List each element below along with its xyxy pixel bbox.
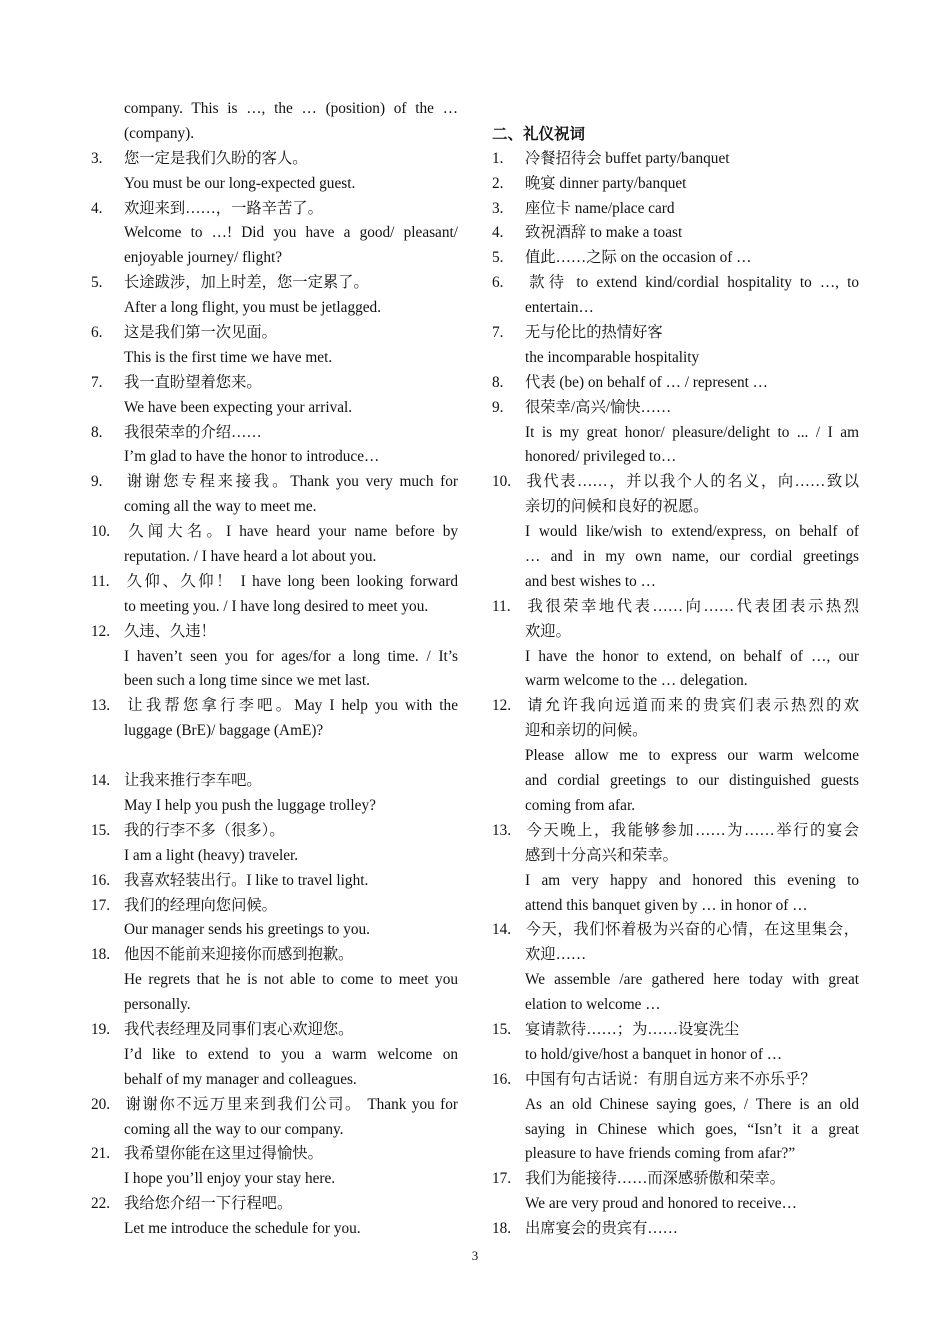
entry-line: … and in my own name, our cordial greetings	[525, 548, 859, 566]
item-text: 我很荣幸的介绍……	[124, 423, 262, 441]
item-text: 出席宴会的贵宾有……	[525, 1220, 678, 1238]
item-number: 5.	[91, 274, 103, 292]
entry-line	[91, 694, 458, 719]
item-text: 谢谢您专程来接我。Thank you very much for	[124, 473, 458, 491]
item-text: 我给您介绍一下行程吧。	[124, 1195, 293, 1213]
entry-line	[492, 1167, 859, 1192]
item-number: 13.	[492, 821, 512, 839]
entry-line	[91, 1142, 458, 1167]
list-item	[91, 819, 458, 869]
entry-line	[91, 321, 458, 346]
item-number: 2.	[492, 174, 504, 192]
entry-line: It is my great honor/ pleasure/delight to ... / I am	[525, 423, 859, 441]
entry-line: saying in Chinese which goes, “Isn’t it a great	[525, 1120, 859, 1138]
item-text: 我代表经理及同事们衷心欢迎您。	[124, 1020, 354, 1038]
list-item	[492, 172, 859, 197]
entry-line: This is the first time we have met.	[124, 348, 333, 366]
item-text: 中国有句古话说：有朋自远方来不亦乐乎？	[525, 1070, 816, 1088]
item-number: 13.	[91, 697, 111, 715]
entry-line: I am very happy and honored this evening to	[525, 871, 859, 889]
entry-line	[91, 769, 458, 794]
item-text: 宴请款待……；为……设宴洗尘	[525, 1020, 740, 1038]
item-text: 冷餐招待会 buffet party/banquet	[525, 149, 730, 167]
list-item	[492, 147, 859, 172]
entry-line	[492, 371, 859, 396]
entry-line	[492, 172, 859, 197]
list-item	[91, 1192, 458, 1242]
entry-line: We assemble /are gathered here today with great	[525, 971, 859, 989]
item-text: 谢谢你不远万里来到我们公司。 Thank you for	[124, 1095, 458, 1113]
list-item	[91, 1142, 458, 1192]
entry-line: I have the honor to extend, on behalf of …, our	[525, 647, 859, 665]
item-text: 晚宴 dinner party/banquet	[525, 174, 687, 192]
item-text: 久违、久违！	[124, 622, 216, 640]
item-number: 4.	[492, 224, 504, 242]
item-number: 8.	[91, 423, 103, 441]
entry-line: We are very proud and honored to receive…	[525, 1195, 797, 1213]
entry-line	[492, 271, 859, 296]
item-text: 我一直盼望着您来。	[124, 373, 262, 391]
list-item	[91, 197, 458, 272]
item-text: 值此……之际 on the occasion of …	[525, 249, 752, 267]
item-number: 16.	[492, 1070, 512, 1088]
list-item	[492, 1167, 859, 1217]
item-number: 6.	[492, 274, 504, 292]
continued-line: (company).	[124, 124, 195, 142]
section-heading: 二、礼仪祝词	[492, 124, 586, 143]
list-item	[492, 595, 859, 695]
entry-line	[91, 470, 458, 495]
page-number: 3	[471, 1248, 479, 1263]
entry-line: the incomparable hospitality	[525, 348, 700, 366]
entry-line: elation to welcome …	[525, 996, 661, 1014]
entry-line: I’d like to extend to you a warm welcome on	[124, 1045, 458, 1063]
item-text: 很荣幸/高兴/愉快……	[525, 398, 672, 416]
entry-line	[492, 918, 859, 943]
entry-line	[91, 1018, 458, 1043]
entry-line: 欢迎……	[525, 946, 587, 964]
entry-line: and cordial greetings to our distinguished guests	[525, 772, 859, 790]
item-text: 我们的经理向您问候。	[124, 896, 277, 914]
entry-line	[91, 869, 458, 894]
list-item	[91, 769, 458, 819]
item-number: 18.	[91, 946, 111, 964]
entry-line: behalf of my manager and colleagues.	[124, 1070, 357, 1088]
list-item	[492, 396, 859, 471]
list-item	[91, 694, 458, 744]
entry-line: I would like/wish to extend/express, on behalf of	[525, 523, 859, 541]
entry-line: and best wishes to …	[525, 572, 656, 590]
entry-line	[492, 1018, 859, 1043]
entry-line	[492, 147, 859, 172]
item-text: 款待 to extend kind/cordial hospitality to …, to	[525, 274, 859, 292]
item-text: 座位卡 name/place card	[525, 199, 675, 217]
item-number: 14.	[91, 772, 111, 790]
item-number: 17.	[492, 1170, 512, 1188]
item-number: 1.	[492, 149, 504, 167]
item-number: 12.	[492, 697, 512, 715]
list-item	[91, 421, 458, 471]
item-number: 6.	[91, 324, 103, 342]
list-item	[91, 570, 458, 620]
entry-line	[91, 943, 458, 968]
item-text: 代表 (be) on behalf of … / represent …	[525, 373, 768, 391]
spacer	[91, 744, 458, 769]
list-item	[492, 1217, 859, 1242]
list-item	[91, 371, 458, 421]
entry-line	[91, 371, 458, 396]
item-text: 长途跋涉，加上时差，您一定累了。	[124, 274, 369, 292]
item-number: 14.	[492, 921, 512, 939]
item-text: 我们为能接待……而深感骄傲和荣幸。	[525, 1170, 786, 1188]
item-text: 我喜欢轻装出行。I like to travel light.	[124, 871, 369, 889]
item-text: 请允许我向远道而来的贵宾们表示热烈的欢	[525, 697, 859, 715]
entry-line: coming from afar.	[525, 796, 636, 814]
item-number: 10.	[91, 523, 111, 541]
list-item	[91, 620, 458, 695]
entry-line	[91, 147, 458, 172]
item-text: 这是我们第一次见面。	[124, 324, 277, 342]
entry-line: enjoyable journey/ flight?	[124, 249, 283, 267]
list-item	[492, 221, 859, 246]
list-item	[91, 869, 458, 894]
entry-line: personally.	[124, 996, 191, 1014]
list-item	[492, 918, 859, 1018]
item-number: 9.	[492, 398, 504, 416]
entry-line	[91, 570, 458, 595]
entry-line: entertain…	[525, 299, 594, 317]
item-number: 19.	[91, 1020, 111, 1038]
item-text: 欢迎来到……，一路辛苦了。	[124, 199, 323, 217]
entry-line	[492, 1068, 859, 1093]
list-item	[91, 943, 458, 1018]
entry-line: I hope you’ll enjoy your stay here.	[124, 1170, 336, 1188]
item-text: 我代表……，并以我个人的名义，向……致以	[525, 473, 859, 491]
item-number: 3.	[91, 149, 103, 167]
item-number: 21.	[91, 1145, 111, 1163]
right-column	[492, 97, 859, 1242]
item-number: 8.	[492, 373, 504, 391]
continued-line: company. This is …, the … (position) of the …	[124, 100, 458, 117]
entry-line	[492, 595, 859, 620]
item-number: 11.	[492, 597, 511, 615]
list-item	[91, 1093, 458, 1143]
entry-line: May I help you push the luggage trolley?	[124, 796, 376, 814]
entry-line: I haven’t seen you for ages/for a long time. / It’s	[124, 647, 458, 665]
entry-line: He regrets that he is not able to come to meet you	[124, 971, 458, 989]
item-text: 我很荣幸地代表……向……代表团表示热烈	[525, 597, 859, 615]
entry-line: We have been expecting your arrival.	[124, 398, 353, 416]
list-item	[492, 371, 859, 396]
entry-line	[492, 694, 859, 719]
entry-line: reputation. / I have heard a lot about you.	[124, 548, 377, 566]
item-number: 17.	[91, 896, 111, 914]
list-item	[91, 271, 458, 321]
item-number: 12.	[91, 622, 111, 640]
entry-line	[91, 520, 458, 545]
item-text: 我希望你能在这里过得愉快。	[124, 1145, 323, 1163]
list-item	[91, 147, 458, 197]
entry-line	[492, 819, 859, 844]
item-number: 4.	[91, 199, 103, 217]
entry-line: 亲切的问候和良好的祝愿。	[525, 498, 709, 516]
entry-line: After a long flight, you must be jetlagged.	[124, 299, 382, 317]
entry-line	[91, 271, 458, 296]
list-item	[91, 321, 458, 371]
entry-line	[492, 396, 859, 421]
entry-line	[492, 321, 859, 346]
item-number: 3.	[492, 199, 504, 217]
entry-line: I am a light (heavy) traveler.	[124, 846, 299, 864]
item-text: 让我帮您拿行李吧。May I help you with the	[124, 697, 458, 715]
entry-line: 迎和亲切的问候。	[525, 722, 648, 740]
entry-line: 欢迎。	[525, 622, 571, 640]
item-number: 7.	[492, 324, 504, 342]
entry-line	[91, 894, 458, 919]
list-item	[492, 1068, 859, 1168]
item-text: 久仰、久仰！ I have long been looking forward	[124, 572, 458, 590]
list-item	[91, 894, 458, 944]
item-number: 9.	[91, 473, 103, 491]
left-column	[91, 97, 458, 1242]
item-text: 他因不能前来迎接你而感到抱歉。	[124, 946, 354, 964]
item-number: 5.	[492, 249, 504, 267]
item-text: 我的行李不多（很多）。	[124, 821, 285, 839]
entry-line	[492, 197, 859, 222]
item-number: 11.	[91, 572, 110, 590]
entry-line	[91, 1093, 458, 1118]
entry-line: Please allow me to express our warm welcome	[525, 747, 859, 765]
entry-line: 感到十分高兴和荣幸。	[525, 846, 678, 864]
entry-line: Let me introduce the schedule for you.	[124, 1220, 361, 1238]
spacer	[492, 97, 859, 122]
list-item	[492, 819, 859, 919]
entry-line: coming all the way to meet me.	[124, 498, 317, 516]
entry-line: pleasure to have friends coming from afar?”	[525, 1145, 796, 1163]
item-number: 15.	[91, 821, 111, 839]
entry-line: to hold/give/host a banquet in honor of …	[525, 1045, 783, 1063]
entry-line: coming all the way to our company.	[124, 1120, 344, 1138]
item-number: 7.	[91, 373, 103, 391]
entry-line: As an old Chinese saying goes, / There is an old	[525, 1095, 859, 1113]
entry-line	[91, 620, 458, 645]
list-item	[492, 246, 859, 271]
list-item	[492, 321, 859, 371]
entry-line	[91, 1192, 458, 1217]
entry-line	[91, 197, 458, 222]
entry-line: Welcome to …! Did you have a good/ pleasant/	[124, 224, 458, 242]
item-text: 今天，我们怀着极为兴奋的心情，在这里集会，	[525, 921, 859, 939]
item-text: 久闻大名。I have heard your name before by	[124, 523, 458, 541]
entry-line: attend this banquet given by … in honor of …	[525, 896, 808, 914]
item-number: 10.	[492, 473, 512, 491]
item-number: 18.	[492, 1220, 512, 1238]
entry-line: honored/ privileged to…	[525, 448, 677, 466]
list-item	[492, 1018, 859, 1068]
entry-line	[492, 221, 859, 246]
list-item	[91, 1018, 458, 1093]
item-number: 15.	[492, 1020, 512, 1038]
entry-line: warm welcome to the … delegation.	[525, 672, 748, 690]
item-text: 无与伦比的热情好客	[525, 324, 663, 342]
entry-line: You must be our long-expected guest.	[124, 174, 356, 192]
entry-line	[91, 819, 458, 844]
list-item	[492, 197, 859, 222]
entry-line: been such a long time since we met last.	[124, 672, 370, 690]
list-item	[492, 271, 859, 321]
entry-line: luggage (BrE)/ baggage (AmE)?	[124, 722, 324, 740]
entry-line	[492, 1217, 859, 1242]
list-item	[91, 470, 458, 520]
item-text: 今天晚上，我能够参加……为……举行的宴会	[525, 821, 859, 839]
entry-line: to meeting you. / I have long desired to meet you.	[124, 597, 429, 615]
list-item	[91, 520, 458, 570]
entry-line: I’m glad to have the honor to introduce…	[124, 448, 380, 466]
item-text: 让我来推行李车吧。	[124, 772, 262, 790]
entry-line	[492, 470, 859, 495]
item-number: 20.	[91, 1095, 111, 1113]
entry-line	[492, 246, 859, 271]
list-item	[492, 694, 859, 818]
list-item	[492, 470, 859, 594]
entry-line	[91, 421, 458, 446]
item-number: 22.	[91, 1195, 111, 1213]
item-text: 致祝酒辞 to make a toast	[525, 224, 683, 242]
item-text: 您一定是我们久盼的客人。	[124, 149, 308, 167]
entry-line: Our manager sends his greetings to you.	[124, 921, 370, 939]
item-number: 16.	[91, 871, 111, 889]
